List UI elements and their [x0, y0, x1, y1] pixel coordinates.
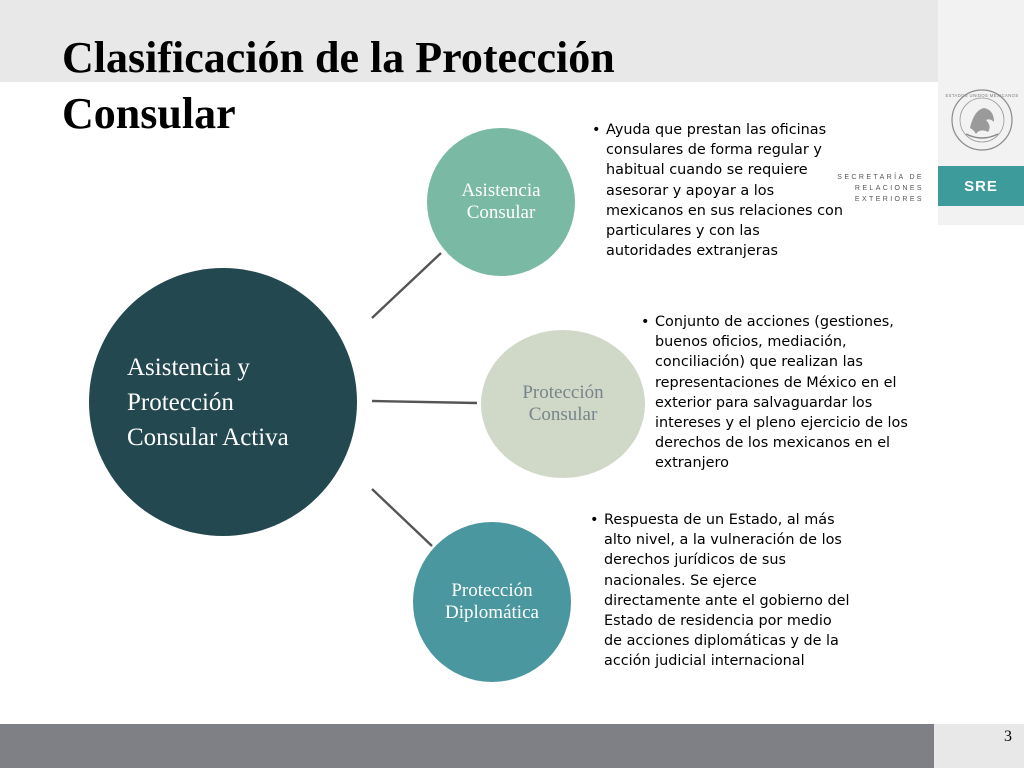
sre-logo: SRE: [938, 166, 1024, 206]
node-label: Asistencia Consular: [461, 180, 541, 223]
description-text: Conjunto de acciones (gestiones, buenos oficios, mediación, conciliación) que realizan las representaciones de México en el exterior para salvaguardar los intereses y el pleno ejercicio de los derechos de los mexicanos en el extranjero: [655, 314, 908, 472]
node-label: Protección Diplomática: [445, 580, 539, 623]
node-label: Protección Consular: [522, 382, 604, 425]
bullet-icon: •: [641, 314, 650, 330]
bullet-icon: •: [590, 512, 599, 528]
central-label: Asistencia y Protección Consular Activa: [127, 353, 289, 451]
node-description-3: [590, 510, 854, 672]
node-proteccion-consular: [481, 330, 645, 478]
connector-3: [372, 489, 432, 546]
description-text: Ayuda que prestan las oficinas consulares de forma regular y habitual cuando se requiere asesorar y apoyar a los mexicanos en sus relaciones con particulares y con las autoridades extranjeras: [606, 122, 843, 260]
central-circle: [89, 268, 357, 536]
slide-title: Clasificación de la Protección Consular: [62, 33, 615, 138]
node-description-2: [641, 312, 913, 474]
seal-text: ESTADOS UNIDOS MEXICANOS: [945, 93, 1019, 98]
connector-1: [372, 253, 441, 318]
node-asistencia-consular: [427, 128, 575, 276]
node-proteccion-diplomatica: [413, 522, 571, 682]
description-text: Respuesta de un Estado, al más alto nivel, a la vulneración de los derechos jurídicos de sus nacionales. Se ejerce directamente ante el gobierno del Estado de residencia por medio de acciones diplomáticas y de la acción judicial internacional: [604, 512, 850, 670]
node-description-1: [592, 120, 846, 261]
footer-bar: [0, 724, 934, 768]
bullet-icon: •: [592, 122, 601, 138]
department-name: SECRETARÍA DE RELACIONES EXTERIORES: [837, 174, 924, 203]
page-number: 3: [1004, 728, 1012, 745]
connector-2: [372, 401, 477, 403]
